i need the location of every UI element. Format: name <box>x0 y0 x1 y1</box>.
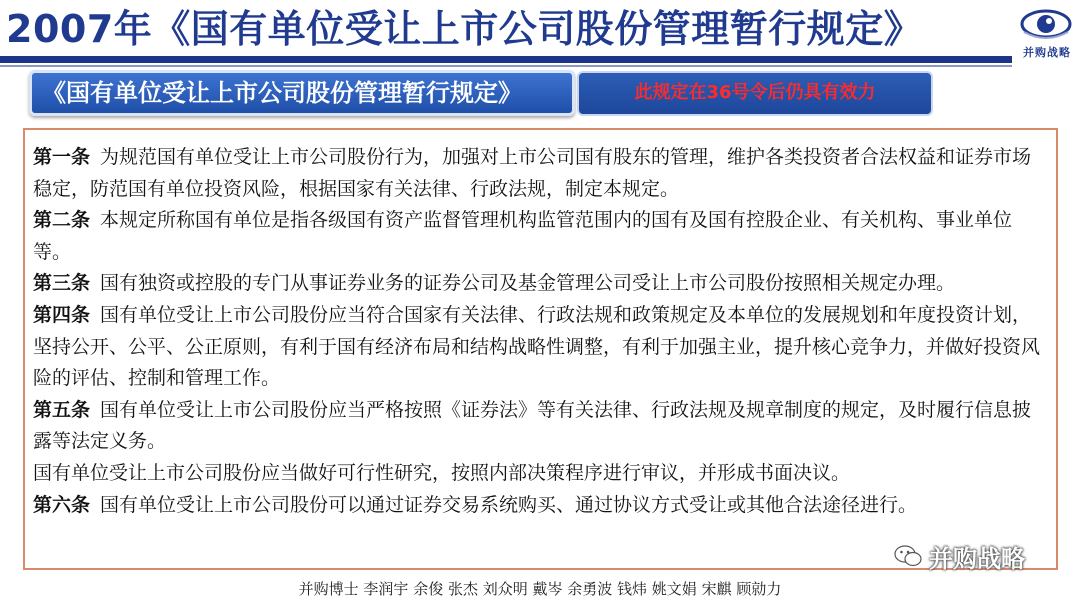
article-text: 国有单位受让上市公司股份应当严格按照《证券法》等有关法律、行政法规及规章制度的规定，及时履行信息披露等法定义务。 <box>33 398 1032 453</box>
article-heading: 第三条 <box>33 272 91 295</box>
wechat-watermark <box>893 540 1025 572</box>
article-heading: 第四条 <box>33 303 91 326</box>
regulation-title-banner: 《国有单位受让上市公司股份管理暂行规定》 <box>29 70 575 116</box>
article-list <box>25 130 1056 521</box>
article-text: 国有单位受让上市公司股份可以通过证券交易系统购买、通过协议方式受让或其他合法途径进行。 <box>100 493 918 516</box>
article-text: 国有单位受让上市公司股份应当符合国家有关法律、行政法规和政策规定及本单位的发展规划和年度投资计划，坚持公开、公平、公正原则，有利于国有经济布局和结构战略性调整，有利于加强主业，提升核心竞争力，并做好投资风险的评估、控制和管理工作。 <box>33 303 1041 390</box>
article-heading: 第二条 <box>33 209 91 232</box>
article-text: 国有单位受让上市公司股份应当做好可行性研究，按照内部决策程序进行审议，并形成书面决议。 <box>33 461 851 484</box>
validity-note: 此规定在36号令后仍具有效力 <box>577 71 933 116</box>
article-5 <box>33 395 1050 458</box>
logo-label: 并购战略 <box>1023 46 1071 59</box>
wechat-icon <box>893 543 923 569</box>
article-heading: 第一条 <box>33 146 91 168</box>
article-6 <box>33 490 1050 522</box>
article-5-paragraph-2 <box>33 458 1050 490</box>
article-text: 为规范国有单位受让上市公司股份行为，加强对上市公司国有股东的管理，维护各类投资者合法权益和证券市场稳定，防范国有单位投资风险，根据国家有关法律、行政法规，制定本规定。 <box>33 146 1032 200</box>
article-1 <box>33 142 1050 205</box>
article-text: 国有独资或控股的专门从事证券业务的证券公司及基金管理公司受让上市公司股份按照相关规定办理。 <box>100 272 956 295</box>
page-title: 2007年《国有单位受让上市公司股份管理暂行规定》 <box>6 7 923 51</box>
article-heading: 第五条 <box>33 398 91 421</box>
article-3 <box>33 268 1050 300</box>
watermark-text: 并购战略 <box>929 544 1025 573</box>
title-divider-thin <box>0 65 1012 67</box>
author-footer: 并购博士 李润宇 余俊 张杰 刘众明 戴岑 余勇波 钱炜 姚文娟 宋麒 顾勍力 <box>298 580 782 598</box>
article-4 <box>33 300 1050 395</box>
article-2 <box>33 205 1050 268</box>
article-heading: 第六条 <box>33 493 91 516</box>
article-text: 本规定所称国有单位是指各级国有资产监督管理机构监管范围内的国有及国有控股企业、有关机构、事业单位等。 <box>33 209 1013 263</box>
regulation-text-box <box>23 128 1058 570</box>
title-divider <box>0 56 1012 63</box>
